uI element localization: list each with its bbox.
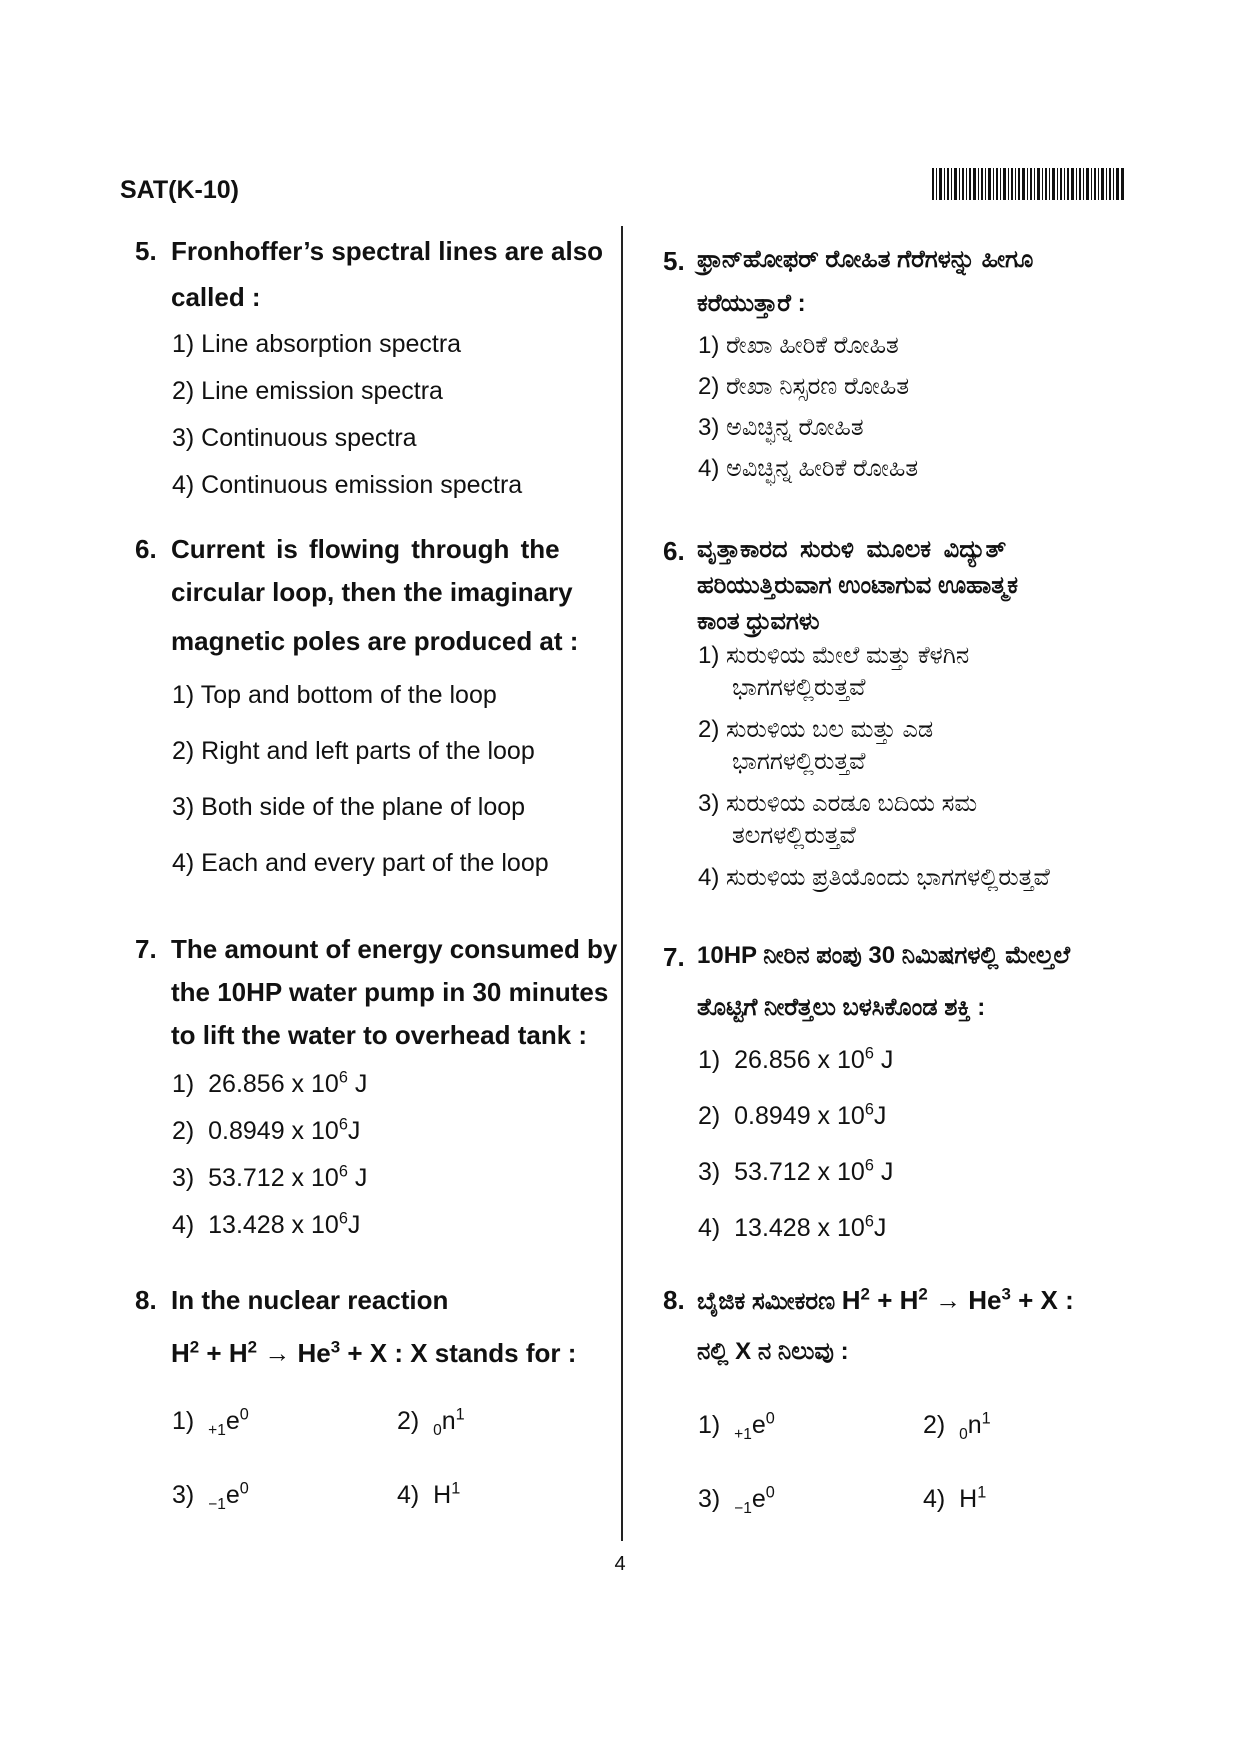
option-3: 3) $_{-1}e^0$ [172,1479,249,1513]
option-3: 3) 53.712 x $10^6$ J [172,1162,368,1192]
question-7-en [135,934,618,1254]
question-5-en [135,236,610,506]
question-stem-line: ಹರಿಯುತ್ತಿರುವಾಗ ಉಂಟಾಗುವ ಊಹಾತ್ಮಕ [697,572,1019,599]
option-3: 3) $_{-1}e^0$ [698,1483,775,1517]
question-stem-line: the 10HP water pump in 30 minutes [171,977,609,1007]
option-1: 1) 26.856 x $10^6$ J [172,1068,368,1098]
option-3: 3) 53.712 x $10^6$ J [698,1156,894,1186]
question-stem-line: to lift the water to overhead tank : [171,1020,588,1050]
question-stem-line: In the nuclear reaction [171,1285,449,1315]
option-4: 4) $H^1$ [397,1479,461,1509]
question-stem-line: The amount of energy consumed by [171,934,618,964]
question-number: 6. [135,534,157,564]
option-1: 1) $_{+1}e^0$ [698,1409,775,1443]
option-2: 2) 0.8949 x $10^6J$ [172,1115,361,1145]
arrow-icon: → [264,1338,291,1368]
option-3: 3) Both side of the plane of loop [172,793,526,821]
question-stem-line: ವೃತ್ತಾಕಾರದ ಸುರುಳಿ ಮೂಲಕ ವಿದ್ಯುತ್ [697,536,1007,563]
question-stem-line: magnetic poles are produced at : [171,626,579,656]
question-stem-line: ಕರೆಯುತ್ತಾರೆ : [697,290,806,317]
question-stem-line: 10HP ನೀರಿನ ಪಂಪು 30 ನಿಮಿಷಗಳಲ್ಲಿ ಮೇಲ್ತಲೆ [697,942,1071,969]
question-stem-line: called : [171,282,261,312]
question-number: 5. [663,246,685,276]
question-stem-line: Fronhoffer’s spectral lines are also [171,236,604,266]
barcode-icon [932,168,1124,200]
option-4: 4) 13.428 x $10^6J$ [698,1212,887,1242]
option-1: 1) Line absorption spectra [172,330,462,358]
option-2: 2) Right and left parts of the loop [172,737,535,765]
option-1: 1) $_{+1}e^0$ [172,1405,249,1439]
question-8-en [135,1285,610,1525]
question-stem-line: Current is flowing through the [171,534,560,564]
question-number: 7. [135,934,157,964]
page-number: 4 [614,1553,626,1575]
option-2: 2) 0.8949 x $10^6J$ [698,1100,887,1130]
option-3: 3) Continuous spectra [172,424,417,452]
option-4: 4) Each and every part of the loop [172,849,549,877]
question-6-en [135,534,610,884]
question-number: 7. [663,942,685,972]
question-number: 6. [663,536,685,566]
column-divider [621,226,623,1541]
reaction-equation: ಬೈಜಿಕ ಸಮೀಕರಣ $H^2 + H^2 \to He^3 + X$ : [697,1284,1074,1315]
option-4: 4) $H^1$ [923,1483,987,1513]
option-2: 2) ರೇಖಾ ನಿಸ್ಸರಣ ರೋಹಿತ [698,373,910,400]
question-stem-line: circular loop, then the imaginary [171,577,573,607]
option-4: 4) Continuous emission spectra [172,471,523,499]
option-4: 4) 13.428 x $10^6J$ [172,1209,361,1239]
option-4: 4) ಅವಿಚ್ಛಿನ್ನ ಹೀರಿಕೆ ರೋಹಿತ [698,455,919,482]
question-stem-line: ಫ್ರಾನ್‌ಹೋಫರ್ ರೋಹಿತ ಗೆರೆಗಳನ್ನು ಹೀಗೂ [697,246,1034,273]
reaction-equation: $H^2 + H^2 \to He^3 + X$ : X stands for : [171,1337,577,1368]
option-3: 3) ಅವಿಚ್ಛಿನ್ನ ರೋಹಿತ [698,414,864,441]
option-2: 2) Line emission spectra [172,377,443,405]
question-8-kn [663,1285,1123,1535]
option-1: 1) Top and bottom of the loop [172,681,497,709]
option-1: 1) ರೇಖಾ ಹೀರಿಕೆ ರೋಹಿತ [698,332,899,359]
paper-code: SAT(K-10) [120,176,239,204]
option-2: 2) $_0n^1$ [923,1409,991,1443]
question-stem-line: ನಲ್ಲಿ X ನ ನಿಲುವು : [697,1338,849,1365]
question-stem-line: ತೊಟ್ಟಿಗೆ ನೀರೆತ್ತಲು ಬಳಸಿಕೊಂಡ ಶಕ್ತಿ : [697,994,986,1021]
option-4: 4) ಸುರುಳಿಯ ಪ್ರತಿಯೊಂದು ಭಾಗಗಳಲ್ಲಿರುತ್ತವೆ [698,864,1050,891]
arrow-icon: → [935,1285,962,1315]
option-1: 1) ಸುರುಳಿಯ ಮೇಲೆ ಮತ್ತು ಕೆಳಗಿನ ಭಾಗಗಳಲ್ಲಿರುತ್ತವೆ [698,642,970,701]
question-number: 8. [135,1285,157,1315]
question-6-kn [663,536,1123,916]
question-stem-line: ಕಾಂತ ಧ್ರುವಗಳು [697,608,820,635]
option-2: 2) ಸುರುಳಿಯ ಬಲ ಮತ್ತು ಎಡ ಭಾಗಗಳಲ್ಲಿರುತ್ತವೆ [698,716,934,775]
question-5-kn [663,246,1123,496]
option-2: 2) $_0n^1$ [397,1405,465,1439]
question-number: 5. [135,236,157,266]
question-number: 8. [663,1285,685,1315]
question-7-kn [663,942,1123,1252]
option-3: 3) ಸುರುಳಿಯ ಎರಡೂ ಬದಿಯ ಸಮ ತಲಗಳಲ್ಲಿರುತ್ತವೆ [698,790,978,849]
option-1: 1) 26.856 x $10^6$ J [698,1044,894,1074]
